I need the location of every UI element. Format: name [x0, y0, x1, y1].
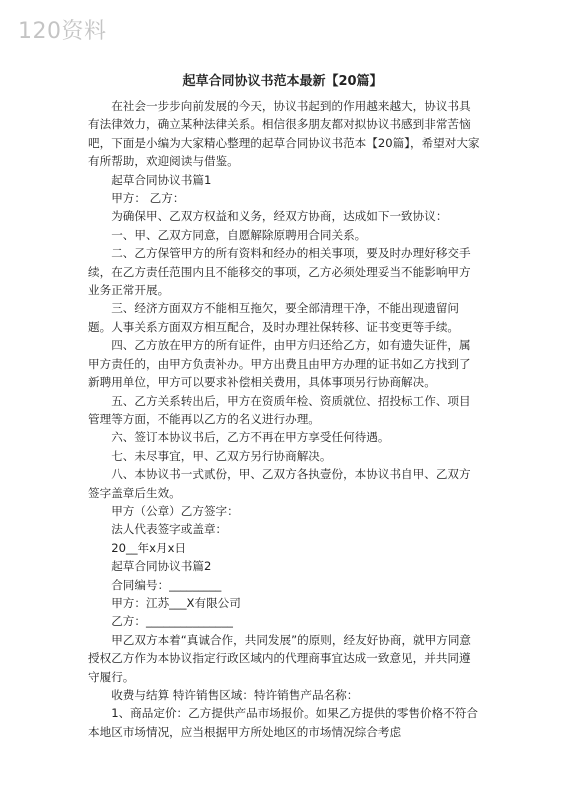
paragraph: 合同编号：_________	[111, 577, 222, 592]
paragraph: 一、甲、乙双方同意，自愿解除原聘用合同关系。	[111, 227, 367, 242]
paragraph: 为确保甲、乙双方权益和义务，经双方协商，达成如下一致协议：	[111, 209, 448, 224]
paragraph: 七、未尽事宜，甲、乙双方另行协商解决。	[111, 448, 332, 463]
paragraph: 五、乙方关系转出后，甲方在资质年检、资质就位、招投标工作、项目管理等方面，不能再以乙方的名义进行办理。	[88, 393, 471, 426]
paragraph: 1、商品定价：乙方提供产品市场报价。如果乙方提供的零售价格不符合本地区市场情况，应当根据甲方所处地区的市场情况综合考虑	[88, 706, 478, 739]
paragraph: 八、本协议书一式贰份，甲、乙双方各执壹份，本协议书自甲、乙双方签字盖章后生效。	[88, 467, 471, 500]
paragraph: 三、经济方面双方不能相互拖欠，要全部清理干净，不能出现遗留问题。人事关系方面双方相互配合，及时办理社保转移、证书变更等手续。	[88, 301, 460, 334]
paragraph: 六、签订本协议书后，乙方不再在甲方享受任何待遇。	[111, 430, 390, 445]
paragraph: 在社会一步步向前发展的今天，协议书起到的作用越来越大，协议书具有法律效力，确立某种法律关系。相信很多朋友都对拟协议书感到非常苦恼吧，下面是小编为大家精心整理的起草合同协议书范本【20篇】，希望对大家有所帮助，欢迎阅读与借鉴。	[88, 99, 480, 169]
paragraph: 乙方：_______________	[111, 614, 233, 629]
paragraph: 20__年x月x日	[111, 540, 187, 555]
paragraph: 甲乙双方本着“真诚合作，共同发展”的原则，经友好协商，就甲方同意授权乙方作为本协议指定行政区域内的代理商事宜达成一致意见，并共同遵守履行。	[88, 632, 472, 684]
paragraph: 甲方： 乙方：	[111, 191, 185, 206]
paragraph: 法人代表签字或盖章：	[111, 522, 228, 537]
watermark-logo: 120资料	[18, 19, 107, 44]
paragraph: 起草合同协议书篇2	[111, 559, 212, 574]
document-title: 起草合同协议书范本最新【20篇】	[182, 74, 383, 89]
paragraph: 甲方（公章）乙方签字：	[111, 503, 239, 518]
paragraph: 甲方：江苏___X有限公司	[111, 595, 241, 610]
paragraph: 起草合同协议书篇1	[111, 172, 212, 187]
paragraph: 收费与结算 特许销售区域：特许销售产品名称：	[111, 688, 359, 702]
paragraph: 二、乙方保管甲方的所有资料和经办的相关事项，要及时办理好移交手续，在乙方责任范围内且不能移交的事项，乙方必须处理妥当不能影响甲方业务正常开展。	[88, 246, 471, 298]
paragraph: 四、乙方放在甲方的所有证件，由甲方归还给乙方，如有遗失证件，属甲方责任的，由甲方负责补办。甲方出费且由甲方办理的证书如乙方找到了新聘用单位，甲方可以要求补偿相关费用，具体事项另行协商解决。	[88, 338, 471, 390]
document-body	[88, 97, 480, 741]
